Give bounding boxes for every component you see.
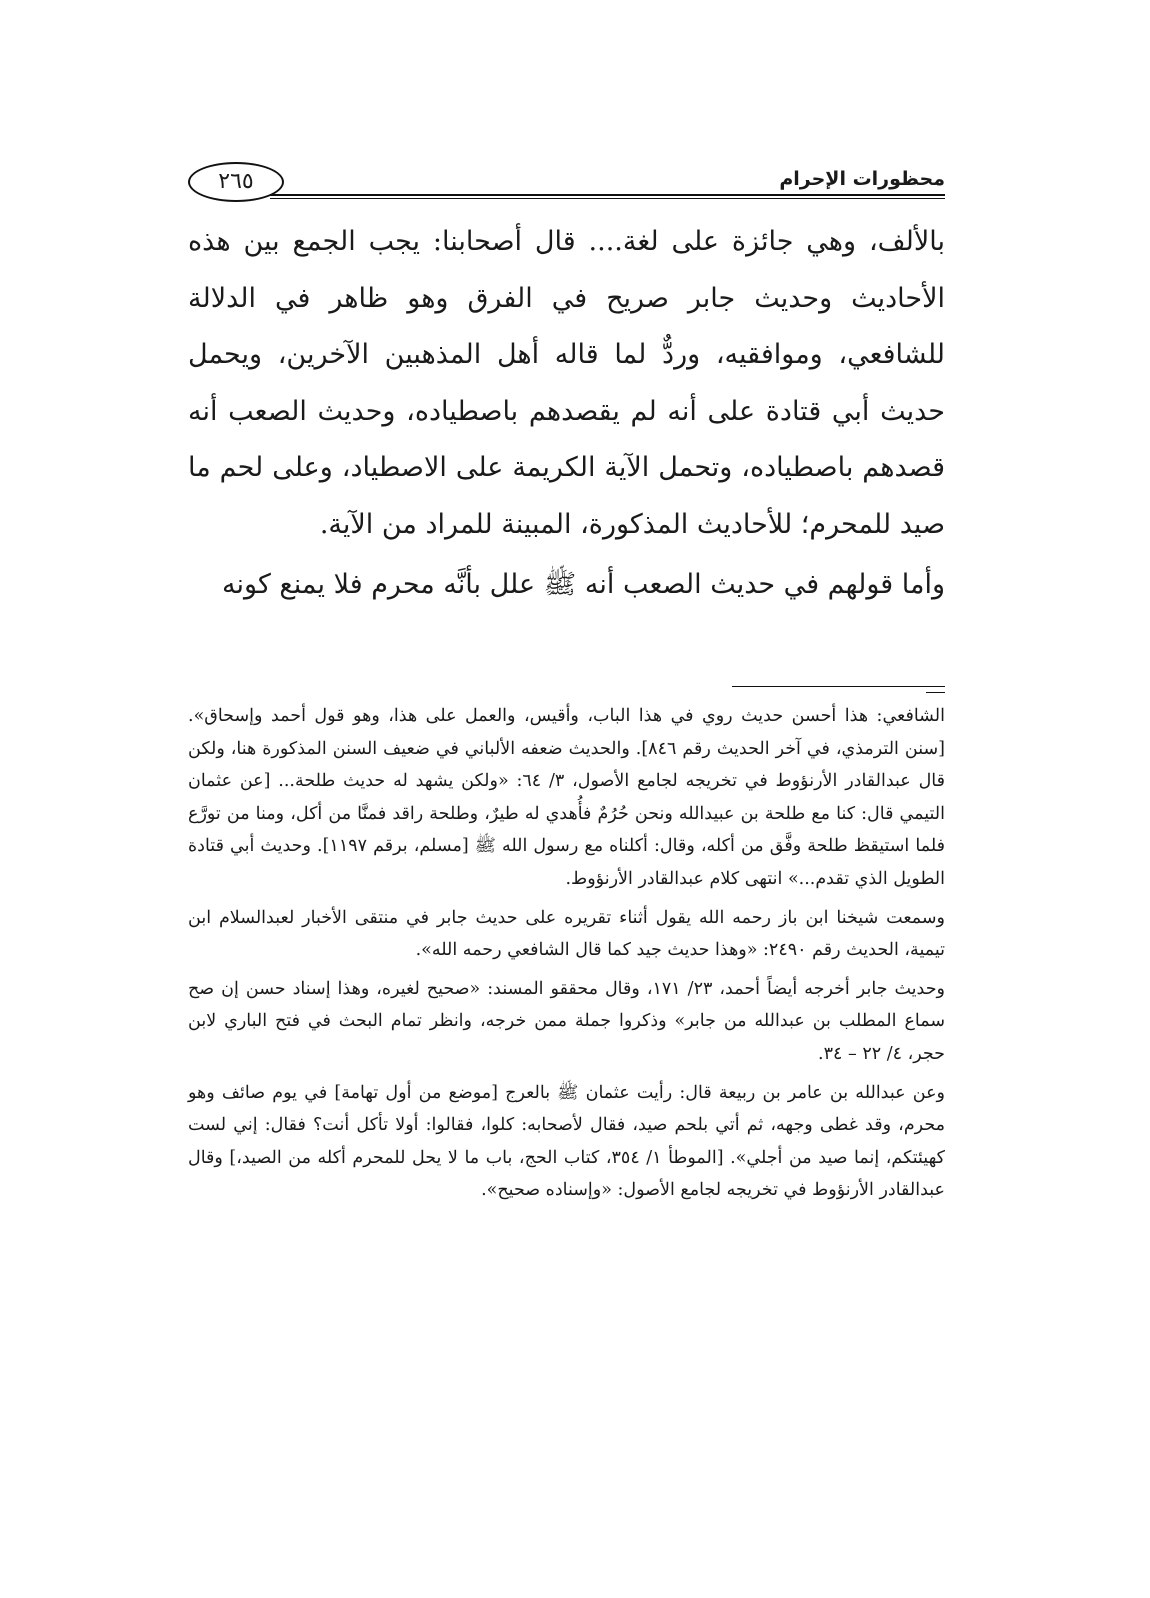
footnote-paragraph: وحديث جابر أخرجه أيضاً أحمد، ٢٣/ ١٧١، وقال محققو المسند: «صحيح لغيره، وهذا إسناد حسن إن صح سماع المطلب بن عبدالله من جابر» وذكروا جملة ممن خرجه، وانظر تمام البحث في فتح الباري لابن حجر، ٤/ ٢٢ – ٣٤.: [188, 978, 945, 1064]
page-number: ٢٦٥: [188, 162, 284, 202]
body-paragraph: بالألف، وهي جائزة على لغة.... قال أصحابنا: يجب الجمع بين هذه الأحاديث وحديث جابر صريح في الفرق وهو ظاهر في الدلالة للشافعي، وموافقيه، وردٌّ لما قاله أهل المذهبين الآخرين، ويحمل حديث أبي قتادة على أنه لم يقصدهم باصطياده، وحديث الصعب أنه قصدهم باصطياده، وتحمل الآية الكريمة على الاصطياد، وعلى لحم ما صيد للمحرم؛ للأحاديث المذكورة، المبينة للمراد من الآية.: [188, 226, 945, 540]
footnote-paragraph: الشافعي: هذا أحسن حديث روي في هذا الباب، وأقيس، والعمل على هذا، وهو قول أحمد وإسحاق». [سنن الترمذي، في آخر الحديث رقم ٨٤٦]. والحديث ضعفه الألباني في ضعيف السنن المذكورة هنا، ولكن قال عبدالقادر الأرنؤوط في تخريجه لجامع الأصول، ٣/ ٦٤: «ولكن يشهد له حديث طلحة... [عن عثمان التيمي قال: كنا مع طلحة بن عبيدالله ونحن حُرُمٌ فأُهدي له طيرٌ، وطلحة راقد فمنَّا من أكل، ومنا من تورَّع فلما استيقظ طلحة وفَّق من أكله، وقال: أكلناه مع رسول الله ﷺ [مسلم، برقم ١١٩٧]. وحديث أبي قتادة الطويل الذي تقدم...» انتهى كلام عبدالقادر الأرنؤوط.: [188, 706, 945, 889]
running-header: [188, 160, 945, 210]
header-rule: [270, 194, 945, 196]
footnotes: [188, 700, 945, 1213]
body-paragraph: وأما قولهم في حديث الصعب أنه ﷺ علل بأنَّه محرم فلا يمنع كونه: [222, 569, 945, 600]
header-rule-thin: [270, 198, 945, 199]
footnote-separator-tail: [926, 692, 945, 693]
chapter-title: محظورات الإحرام: [779, 168, 945, 190]
footnote-paragraph: وسمعت شيخنا ابن باز رحمه الله يقول أثناء تقريره على حديث جابر في منتقى الأخبار لعبدالسلام ابن تيمية، الحديث رقم ٢٤٩٠: «وهذا حديث جيد كما قال الشافعي رحمه الله».: [188, 907, 945, 961]
footnote-separator: [732, 686, 945, 687]
footnote-paragraph: وعن عبدالله بن عامر بن ربيعة قال: رأيت عثمان ﷺ بالعرج [موضع من أول تهامة] في يوم صائف وهو محرم، وقد غطى وجهه، ثم أتي بلحم صيد، فقال لأصحابه: كلوا، فقالوا: أولا تأكل أنت؟ فقال: إني لست كهيئتكم، إنما صيد من أجلي». [الموطأ ١/ ٣٥٤، كتاب الحج، باب ما لا يحل للمحرم أكله من الصيد،] وقال عبدالقادر الأرنؤوط في تخريجه لجامع الأصول: «وإسناده صحيح».: [188, 1082, 945, 1201]
main-text: [188, 214, 945, 614]
